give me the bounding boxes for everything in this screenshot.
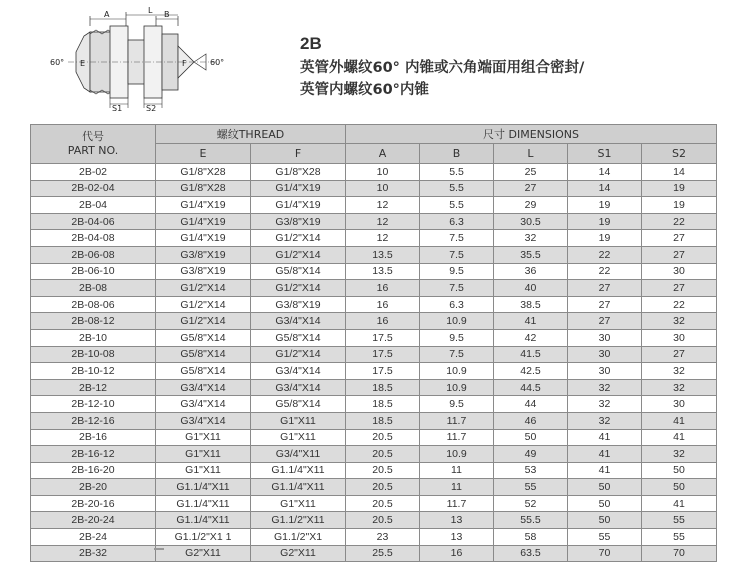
cell-dim-a: 17.5 [346,329,420,346]
cell-dim-l: 30.5 [494,213,568,230]
cell-dim-b: 7.5 [420,280,494,297]
cell-dim-a: 25.5 [346,545,420,562]
cell-dim-b: 13 [420,529,494,546]
cell-thread-f: G3/4"X14 [251,363,346,380]
cell-dim-s2: 30 [642,396,717,413]
cell-dim-s1: 30 [568,329,642,346]
cell-dim-s1: 50 [568,479,642,496]
cell-thread-f: G3/8"X19 [251,296,346,313]
cell-thread-e: G1"X11 [156,446,251,463]
cell-dim-a: 20.5 [346,446,420,463]
cell-part-no: 2B-12-10 [31,396,156,413]
table-row [31,462,717,479]
dim-a-label: A [104,10,110,19]
table-row [31,396,717,413]
header-col-l: L [494,144,568,164]
cell-dim-a: 20.5 [346,479,420,496]
dim-e-label: E [80,59,86,68]
cell-thread-f: G1/2"X14 [251,230,346,247]
cell-dim-a: 23 [346,529,420,546]
cell-dim-b: 10.9 [420,446,494,463]
header-col-f: F [251,144,346,164]
cell-part-no: 2B-20 [31,479,156,496]
cell-dim-a: 16 [346,280,420,297]
cell-dim-b: 9.5 [420,396,494,413]
cell-thread-e: G1.1/4"X11 [156,479,251,496]
cell-dim-s2: 41 [642,412,717,429]
cell-dim-l: 49 [494,446,568,463]
product-description-line-1: 英管外螺纹60° 内锥或六角端面用组合密封/ [300,60,585,76]
cell-dim-b: 9.5 [420,263,494,280]
table-body [31,164,717,562]
cell-thread-e: G1/2"X14 [156,280,251,297]
cell-thread-f: G5/8"X14 [251,263,346,280]
cell-dim-s1: 70 [568,545,642,562]
cell-thread-e: G5/8"X14 [156,329,251,346]
cell-part-no: 2B-12 [31,379,156,396]
cell-thread-e: G1.1/4"X11 [156,495,251,512]
cell-dim-a: 12 [346,230,420,247]
cell-thread-e: G3/8"X19 [156,246,251,263]
cell-dim-s1: 50 [568,495,642,512]
cell-dim-s1: 27 [568,280,642,297]
dim-l-label: L [148,6,153,15]
cell-dim-a: 16 [346,313,420,330]
cell-dim-b: 11.7 [420,495,494,512]
header-col-a: A [346,144,420,164]
cell-dim-l: 63.5 [494,545,568,562]
header-col-b: B [420,144,494,164]
cell-dim-l: 44 [494,396,568,413]
cell-dim-s2: 19 [642,197,717,214]
table-row [31,512,717,529]
title-block [300,34,584,101]
table-row [31,280,717,297]
cell-dim-a: 20.5 [346,495,420,512]
cell-dim-s2: 50 [642,479,717,496]
dimensions-table [30,124,717,562]
cell-dim-s1: 14 [568,180,642,197]
cell-dim-s1: 30 [568,363,642,380]
cell-dim-s2: 41 [642,429,717,446]
cell-dim-l: 29 [494,197,568,214]
cell-thread-f: G1/2"X14 [251,346,346,363]
cell-dim-a: 12 [346,197,420,214]
cell-thread-e: G1.1/4"X11 [156,512,251,529]
cell-thread-f: G3/4"X14 [251,379,346,396]
cell-part-no: 2B-24 [31,529,156,546]
cell-part-no: 2B-08-12 [31,313,156,330]
cell-thread-e: G1/4"X19 [156,230,251,247]
header-col-e: E [156,144,251,164]
cell-dim-s1: 19 [568,213,642,230]
cell-dim-l: 44.5 [494,379,568,396]
cell-dim-s2: 14 [642,164,717,181]
cell-dim-l: 52 [494,495,568,512]
cell-dim-s1: 27 [568,296,642,313]
cell-thread-f: G1.1/4"X11 [251,479,346,496]
cell-thread-f: G3/8"X19 [251,213,346,230]
cell-thread-f: G5/8"X14 [251,329,346,346]
cell-dim-b: 7.5 [420,346,494,363]
cell-dim-b: 6.3 [420,213,494,230]
cell-dim-s2: 32 [642,313,717,330]
cell-dim-l: 27 [494,180,568,197]
table-row [31,180,717,197]
cell-dim-s1: 55 [568,529,642,546]
table-row [31,296,717,313]
cell-dim-s2: 41 [642,495,717,512]
cell-dim-a: 13.5 [346,263,420,280]
cell-thread-f: G3/4"X11 [251,446,346,463]
table-row [31,230,717,247]
cell-dim-a: 20.5 [346,429,420,446]
cell-thread-e: G3/4"X14 [156,412,251,429]
cell-thread-f: G1/4"X19 [251,180,346,197]
cell-dim-l: 53 [494,462,568,479]
header-dimensions: 尺寸 DIMENSIONS [346,125,717,144]
cell-dim-l: 41 [494,313,568,330]
cell-dim-s2: 27 [642,230,717,247]
cell-dim-b: 10.9 [420,363,494,380]
header-col-s2: S2 [642,144,717,164]
cell-dim-s1: 32 [568,396,642,413]
cell-thread-e: G1/4"X19 [156,213,251,230]
cell-dim-b: 9.5 [420,329,494,346]
cell-dim-l: 32 [494,230,568,247]
cell-part-no: 2B-16-12 [31,446,156,463]
table-row [31,429,717,446]
cell-thread-e: G5/8"X14 [156,346,251,363]
cell-part-no: 2B-16-20 [31,462,156,479]
cell-thread-e: G2"X11 [156,545,251,562]
table-row [31,346,717,363]
cell-thread-f: G1"X11 [251,429,346,446]
cell-thread-e: G3/4"X14 [156,379,251,396]
cell-part-no: 2B-32 [31,545,156,562]
cell-dim-s2: 50 [642,462,717,479]
cell-dim-a: 10 [346,164,420,181]
cell-thread-f: G1.1/4"X11 [251,462,346,479]
cell-dim-a: 16 [346,296,420,313]
cell-dim-l: 35.5 [494,246,568,263]
cell-dim-l: 38.5 [494,296,568,313]
cell-part-no: 2B-20-24 [31,512,156,529]
table-row [31,545,717,562]
cell-dim-s1: 41 [568,429,642,446]
table-row [31,529,717,546]
cell-dim-b: 11 [420,479,494,496]
table-row [31,313,717,330]
cell-dim-s1: 14 [568,164,642,181]
cell-dim-s1: 50 [568,512,642,529]
cell-part-no: 2B-04-08 [31,230,156,247]
cell-dim-l: 25 [494,164,568,181]
cell-thread-e: G5/8"X14 [156,363,251,380]
cell-dim-s2: 22 [642,213,717,230]
cell-dim-a: 20.5 [346,462,420,479]
cell-dim-l: 42.5 [494,363,568,380]
cell-part-no: 2B-12-16 [31,412,156,429]
angle-left-label: 60° [50,58,65,67]
cell-dim-a: 13.5 [346,246,420,263]
cell-dim-b: 11.7 [420,412,494,429]
cell-dim-s1: 27 [568,313,642,330]
cell-part-no: 2B-04 [31,197,156,214]
angle-right-label: 60° [210,58,225,67]
cell-thread-e: G1"X11 [156,429,251,446]
cell-dim-b: 5.5 [420,164,494,181]
table-row [31,246,717,263]
cell-part-no: 2B-08 [31,280,156,297]
cell-dim-a: 18.5 [346,412,420,429]
cell-dim-s1: 30 [568,346,642,363]
cell-thread-e: G1"X11 [156,462,251,479]
cell-dim-s2: 27 [642,246,717,263]
table-row [31,197,717,214]
table-row [31,412,717,429]
cell-dim-b: 5.5 [420,197,494,214]
cell-dim-a: 17.5 [346,363,420,380]
cell-dim-b: 11.7 [420,429,494,446]
product-code: 2B [300,34,322,53]
cell-part-no: 2B-04-06 [31,213,156,230]
table-row [31,363,717,380]
cell-part-no: 2B-10-08 [31,346,156,363]
cell-dim-s1: 22 [568,246,642,263]
header-part-en: PART NO. [67,144,119,157]
cell-part-no: 2B-02-04 [31,180,156,197]
table-row [31,379,717,396]
cell-thread-f: G5/8"X14 [251,396,346,413]
cell-part-no: 2B-06-10 [31,263,156,280]
cell-dim-a: 17.5 [346,346,420,363]
dim-f-label: F [182,59,187,68]
cell-thread-e: G3/4"X14 [156,396,251,413]
table-row [31,479,717,496]
cell-dim-a: 18.5 [346,379,420,396]
cell-part-no: 2B-10-12 [31,363,156,380]
cell-dim-l: 42 [494,329,568,346]
header-part-no [31,125,156,164]
cell-dim-b: 5.5 [420,180,494,197]
cell-dim-s1: 32 [568,379,642,396]
cell-thread-e: G1/2"X14 [156,313,251,330]
cell-part-no: 2B-08-06 [31,296,156,313]
cell-dim-l: 46 [494,412,568,429]
cell-dim-l: 55.5 [494,512,568,529]
cell-dim-s2: 32 [642,379,717,396]
cell-dim-s1: 19 [568,230,642,247]
cell-part-no: 2B-06-08 [31,246,156,263]
dim-s2-label: S2 [146,104,157,112]
cell-thread-f: G1/8"X28 [251,164,346,181]
cell-dim-s1: 22 [568,263,642,280]
cell-thread-f: G1"X11 [251,495,346,512]
cell-dim-b: 10.9 [420,313,494,330]
cell-thread-e: G1/8"X28 [156,180,251,197]
dim-b-label: B [164,10,170,19]
cell-part-no: 2B-20-16 [31,495,156,512]
cell-thread-f: G1.1/2"X11 [251,512,346,529]
cell-thread-f: G1.1/2"X1 [251,529,346,546]
cell-thread-f: G1/4"X19 [251,197,346,214]
cell-dim-b: 13 [420,512,494,529]
cell-dim-l: 36 [494,263,568,280]
cell-thread-e: G1/2"X14 [156,296,251,313]
cell-thread-e: G1/8"X28 [156,164,251,181]
cell-dim-l: 40 [494,280,568,297]
cell-dim-l: 58 [494,529,568,546]
cell-dim-s2: 30 [642,263,717,280]
footer-mark [154,548,164,550]
cell-thread-e: G1.1/2"X1 1 [156,529,251,546]
cell-part-no: 2B-02 [31,164,156,181]
cell-dim-l: 50 [494,429,568,446]
cell-dim-s2: 30 [642,329,717,346]
cell-dim-s2: 22 [642,296,717,313]
cell-dim-s2: 27 [642,346,717,363]
header-part-cn: 代号 [82,130,104,143]
cell-dim-s2: 55 [642,512,717,529]
table-row [31,446,717,463]
cell-dim-s2: 32 [642,363,717,380]
cell-dim-b: 6.3 [420,296,494,313]
cell-thread-f: G2"X11 [251,545,346,562]
cell-part-no: 2B-10 [31,329,156,346]
cell-dim-s2: 55 [642,529,717,546]
cell-part-no: 2B-16 [31,429,156,446]
cell-dim-s2: 19 [642,180,717,197]
table-row [31,495,717,512]
cell-thread-e: G1/4"X19 [156,197,251,214]
cell-thread-e: G3/8"X19 [156,263,251,280]
table-header [31,125,717,164]
cell-thread-f: G1/2"X14 [251,246,346,263]
cell-dim-b: 11 [420,462,494,479]
cell-dim-l: 41.5 [494,346,568,363]
header-col-s1: S1 [568,144,642,164]
table-row [31,263,717,280]
cell-dim-a: 12 [346,213,420,230]
cell-dim-s2: 32 [642,446,717,463]
header-thread: 螺纹THREAD [156,125,346,144]
cell-dim-b: 7.5 [420,230,494,247]
cell-dim-s2: 70 [642,545,717,562]
product-description-line-2: 英管内螺纹60°内锥 [300,82,429,98]
cell-dim-a: 10 [346,180,420,197]
cell-dim-b: 7.5 [420,246,494,263]
cell-dim-a: 20.5 [346,512,420,529]
cell-dim-s1: 32 [568,412,642,429]
table-row [31,213,717,230]
table-row [31,329,717,346]
table-row [31,164,717,181]
cell-thread-f: G1/2"X14 [251,280,346,297]
dim-s1-label: S1 [112,104,123,112]
cell-dim-a: 18.5 [346,396,420,413]
cell-dim-b: 10.9 [420,379,494,396]
cell-dim-s1: 41 [568,462,642,479]
cell-thread-f: G3/4"X14 [251,313,346,330]
cell-thread-f: G1"X11 [251,412,346,429]
cell-dim-b: 16 [420,545,494,562]
cell-dim-l: 55 [494,479,568,496]
fitting-drawing [48,4,248,112]
cell-dim-s2: 27 [642,280,717,297]
cell-dim-s1: 19 [568,197,642,214]
cell-dim-s1: 41 [568,446,642,463]
